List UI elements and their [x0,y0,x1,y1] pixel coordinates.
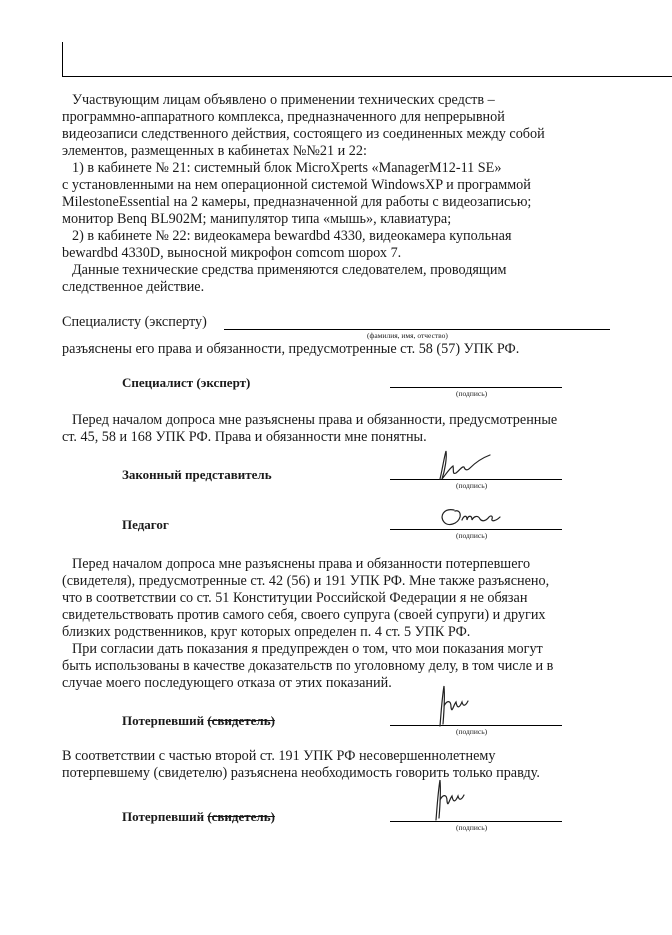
intro-line: элементов, размещенных в кабинетах №№21 и 22: [62,143,367,159]
signature-label-main: Потерпевший [122,809,205,824]
rights-paragraph [62,412,610,446]
item2-line: 2) в кабинете № 22: видеокамера bewardbd 4330, видеокамера купольная [72,228,512,244]
signature-row-teacher [62,508,610,548]
signature-caption: (подпись) [456,727,488,736]
handwritten-signature-icon [430,446,502,486]
signature-row-victim-final [62,800,610,840]
signature-caption: (подпись) [456,389,488,398]
victim-rights-line: близких родственников, круг которых определен п. 4 ст. 5 УПК РФ. [62,624,471,640]
tech-note-line: следственное действие. [62,279,205,295]
signature-caption: (подпись) [456,823,488,832]
signature-label [122,808,275,825]
specialist-name-field [62,314,610,340]
signature-label: Специалист (эксперт) [122,375,251,390]
victim-rights-line: что в соответствии со ст. 51 Конституции Российской Федерации я не обязан [62,590,528,606]
signature-label-struck: (свидетель) [207,713,275,728]
signature-label-main: Потерпевший [122,713,205,728]
tech-note-paragraph [62,262,610,296]
specialist-label: Специалисту (эксперту) [62,314,207,330]
rights-line: ст. 45, 58 и 168 УПК РФ. Права и обязанности мне понятны. [62,429,427,445]
item1-line: MilestoneEssential на 2 камеры, предназначенной для работы с видеозаписью; [62,194,532,210]
consent-paragraph [62,641,610,692]
protocol-page [62,92,610,840]
truth-paragraph [62,748,610,782]
item1-line: монитор Benq BL902M; манипулятор типа «мышь», клавиатура; [62,211,452,227]
specialist-rights-text: разъяснены его права и обязанности, предусмотренные ст. 58 (57) УПК РФ. [62,341,520,357]
item1-line: с установленными на нем операционной системой WindowsXP и программой [62,177,531,193]
signature-underline [390,387,562,388]
victim-rights-line: (свидетеля), предусмотренные ст. 42 (56) и 191 УПК РФ. Мне также разъяснено, [62,573,550,589]
intro-line: видеозаписи следственного действия, состоящего из соединенных между собой [62,126,545,142]
signature-caption: (подпись) [456,481,488,490]
specialist-name-underline [224,329,610,330]
signature-label: Педагог [122,517,169,532]
victim-rights-line: свидетельствовать против самого себя, своего супруга (своей супруги) и других [62,607,546,623]
item1-line: 1) в кабинете № 21: системный блок MicroXperts «ManagerM12-11 SE» [72,160,502,176]
victim-rights-line: Перед началом допроса мне разъяснены права и обязанности потерпевшего [72,556,531,572]
consent-line: При согласии дать показания я предупрежден о том, что мои показания могут [72,641,543,657]
intro-line: программно-аппаратного комплекса, предназначенного для непрерывной [62,109,505,125]
signature-underline [390,821,562,822]
victim-rights-paragraph [62,556,610,641]
tech-note-line: Данные технические средства применяются следователем, проводящим [72,262,507,278]
item-cabinet-21 [62,160,610,228]
intro-line: Участвующим лицам объявлено о применении технических средств – [72,92,495,108]
truth-line: потерпевшему (свидетелю) разъяснена необходимость говорить только правду. [62,765,540,781]
signature-row-specialist [62,366,610,406]
signature-underline [390,529,562,530]
consent-line: случае моего последующего отказа от этих показаний. [62,675,392,691]
signature-row-representative [62,458,610,498]
corner-rule-horizontal [62,76,672,77]
signature-label [122,712,275,729]
intro-paragraph [62,92,610,160]
signature-label-struck: (свидетель) [207,809,275,824]
signature-label: Законный представитель [122,467,272,482]
item-cabinet-22 [62,228,610,262]
rights-line: Перед началом допроса мне разъяснены права и обязанности, предусмотренные [72,412,558,428]
consent-line: быть использованы в качестве доказательств по уголовному делу, в том числе и в [62,658,554,674]
truth-line: В соответствии с частью второй ст. 191 УПК РФ несовершеннолетнему [62,748,496,764]
corner-rule-vertical [62,42,63,76]
signature-row-victim [62,704,610,744]
specialist-name-caption: (фамилия, имя, отчество) [367,331,448,340]
signature-underline [390,479,562,480]
signature-underline [390,725,562,726]
signature-caption: (подпись) [456,531,488,540]
item2-line: bewardbd 4330D, выносной микрофон comcom шорох 7. [62,245,402,261]
